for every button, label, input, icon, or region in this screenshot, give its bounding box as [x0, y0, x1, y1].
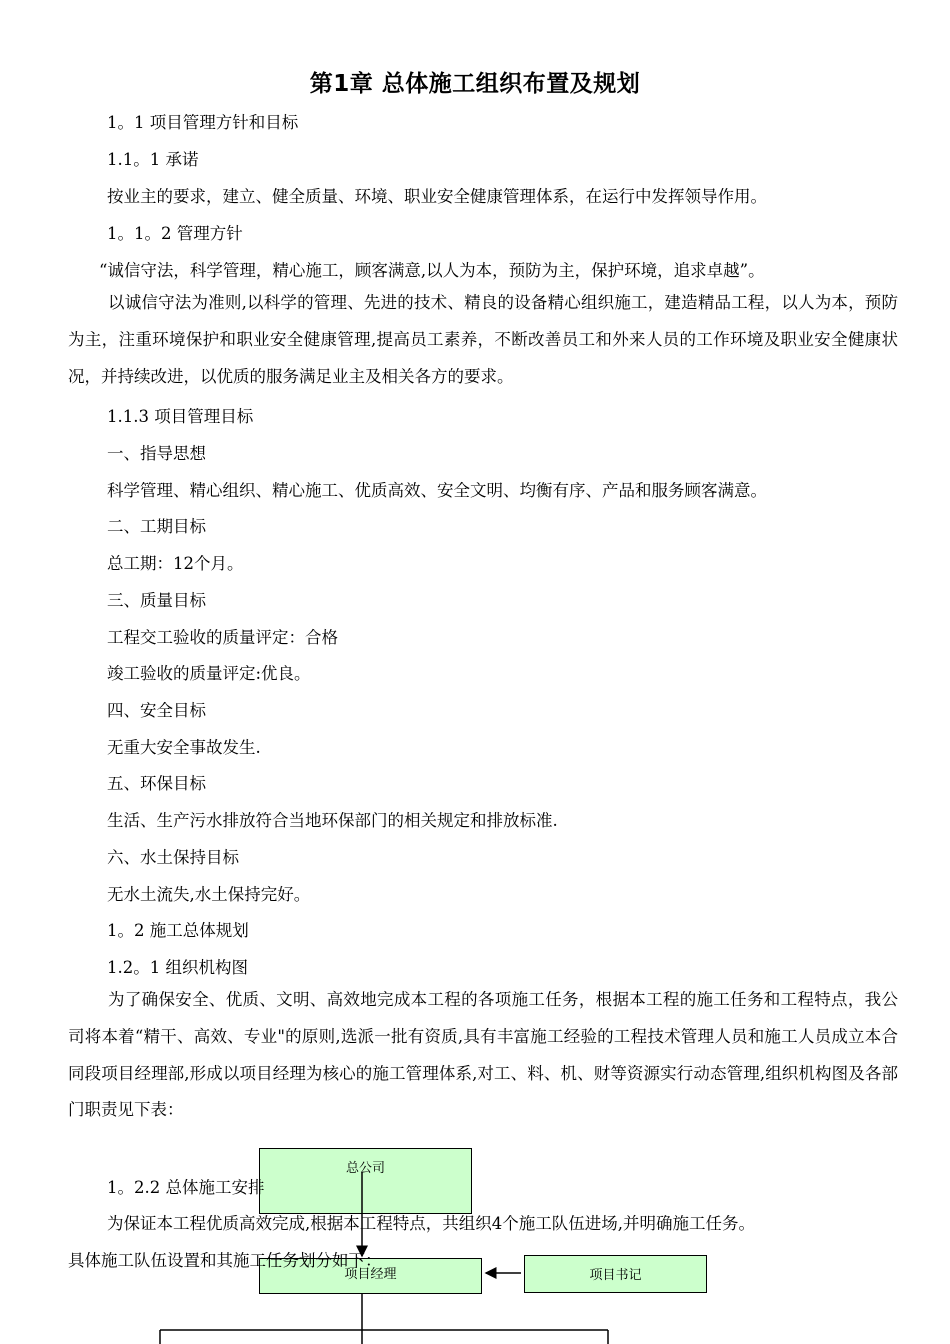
goal-heading-safety: 四、安全目标 [107, 701, 206, 720]
subsection-heading-org-chart: 1.2。1 组织机构图 [107, 958, 248, 977]
subsection-heading-arrangement: 1。2.2 总体施工安排 [107, 1178, 265, 1197]
org-box-project-secretary [524, 1255, 707, 1293]
policy-paragraph: 以诚信守法为准则,以科学的管理、先进的技术、精良的设备精心组织施工，建造精品工程，以人为本，预防为主，注重环境保护和职业安全健康管理,提高员工素养，不断改善员工和外来人员的工作环境及职业安全健康状况，并持续改进，以优质的服务满足业主及相关各方的要求。 [68, 293, 898, 386]
org-box-head-office-label: 总公司 [345, 1161, 385, 1176]
policy-slogan: “诚信守法，科学管理，精心施工，顾客满意,以人为本，预防为主，保护环境，追求卓越”。 [99, 261, 765, 280]
org-box-head-office [259, 1148, 472, 1214]
goal-heading-quality: 三、质量目标 [107, 591, 206, 610]
guidance-text: 科学管理、精心组织、精心施工、优质高效、安全文明、均衡有序、产品和服务顾客满意。 [107, 481, 767, 500]
team-paragraph-line-2: 具体施工队伍设置和其施工任务划分如下： [68, 1251, 382, 1270]
schedule-text: 总工期：12个月。 [107, 554, 244, 573]
org-box-project-manager-label: 项目经理 [344, 1267, 397, 1282]
org-box-project-secretary-label: 项目书记 [589, 1268, 642, 1283]
goal-heading-guidance: 一、指导思想 [107, 444, 206, 463]
environment-text: 生活、生产污水排放符合当地环保部门的相关规定和排放标准. [107, 811, 558, 830]
section-heading-1-2: 1。2 施工总体规划 [107, 921, 249, 940]
commitment-text: 按业主的要求，建立、健全质量、环境、职业安全健康管理体系，在运行中发挥领导作用。 [107, 187, 767, 206]
quality-text-completion: 竣工验收的质量评定:优良。 [107, 664, 311, 683]
section-heading-1-1: 1。1 项目管理方针和目标 [107, 113, 299, 132]
goal-heading-schedule: 二、工期目标 [107, 517, 206, 536]
chapter-title: 第1章 总体施工组织布置及规划 [309, 71, 641, 97]
subsection-heading-commitment: 1.1。1 承诺 [107, 150, 199, 169]
org-paragraph: 为了确保安全、优质、文明、高效地完成本工程的各项施工任务，根据本工程的施工任务和工程特点，我公司将本着“精干、高效、专业"的原则,选派一批有资质,具有丰富施工经验的工程技术管理人员和施工人员成立本合同段项目经理部,形成以项目经理为核心的施工管理体系,对工、料、机、财等资源实行动态管理,组织机构图及各部门职责见下表： [68, 990, 898, 1120]
safety-text: 无重大安全事故发生. [107, 738, 261, 757]
soil-text: 无水土流失,水土保持完好。 [107, 885, 311, 904]
goal-heading-environment: 五、环保目标 [107, 774, 206, 793]
team-paragraph-line-1: 为保证本工程优质高效完成,根据本工程特点，共组织4个施工队伍进场,并明确施工任务。 [107, 1214, 755, 1233]
subsection-heading-goals: 1.1.3 项目管理目标 [107, 407, 254, 426]
quality-text-handover: 工程交工验收的质量评定：合格 [107, 628, 338, 647]
subsection-heading-policy: 1。1。2 管理方针 [107, 224, 243, 243]
goal-heading-soil: 六、水土保持目标 [107, 848, 239, 867]
